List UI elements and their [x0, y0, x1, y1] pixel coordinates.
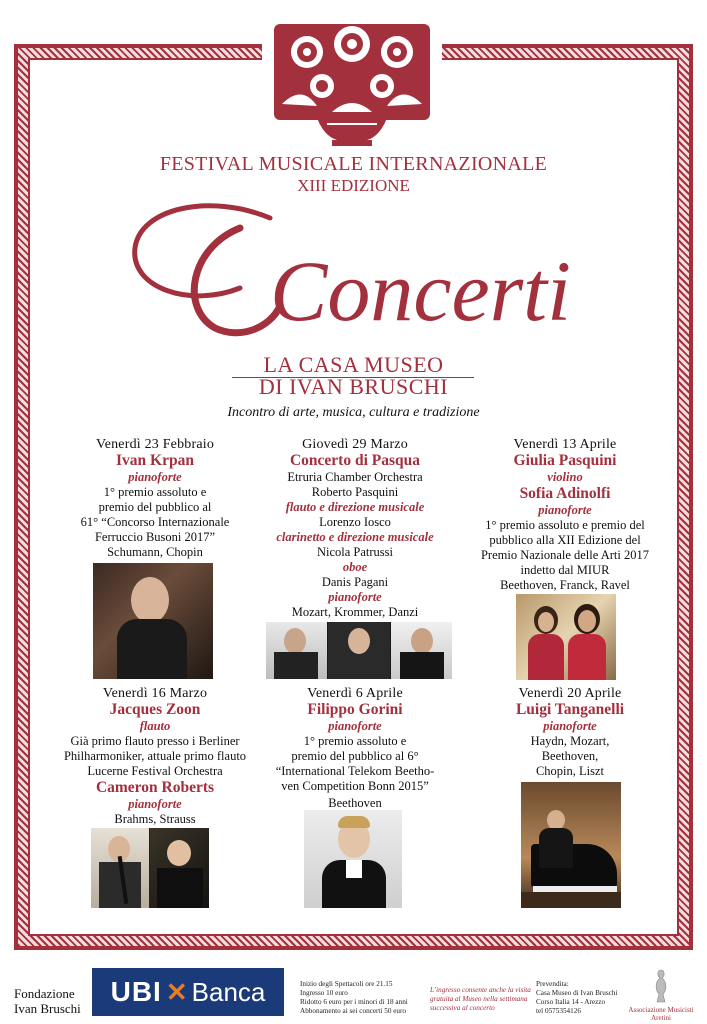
musician: Nicola Patrussi	[316, 545, 394, 559]
concert-date: Venerdì 23 Febbraio	[95, 437, 215, 452]
bio-line: pubblico alla XII Edizione del	[489, 533, 641, 547]
photo-krpan	[93, 563, 213, 679]
bio-line: 1° premio assoluto e	[303, 734, 407, 748]
concert-date: Venerdì 6 Aprile	[307, 686, 403, 701]
orchestra: Etruria Chamber Orchestra	[287, 470, 423, 484]
program-line: Chopin, Liszt	[535, 764, 605, 778]
musician: Danis Pagani	[321, 575, 389, 589]
bio-line: 1° premio assoluto e	[103, 485, 207, 499]
program-line: Beethoven,	[541, 749, 599, 763]
bio-line: Lucerne Festival Orchestra	[87, 764, 223, 778]
photo-zoon-roberts	[91, 828, 209, 908]
program: Mozart, Krommer, Danzi	[291, 605, 419, 619]
associazione-name: Associazione Musicisti Aretini	[628, 1006, 694, 1022]
photo-tanganelli	[521, 782, 621, 908]
program: Beethoven	[328, 796, 382, 810]
presale-info: Prevendita: Casa Museo di Ivan Bruschi Corso Italia 14 - Arezzo tel 0575354126	[536, 980, 618, 1015]
bio-line: “International Telekom Beetho-	[275, 764, 435, 778]
instrument: pianoforte	[328, 719, 382, 733]
tagline: Incontro di arte, musica, cultura e tradizione	[227, 405, 480, 420]
musician-role: clarinetto e direzione musicale	[276, 530, 434, 544]
concert-zoon-roberts	[40, 686, 270, 827]
floral-vase-ornament	[262, 14, 442, 148]
instrument: pianoforte	[128, 470, 182, 484]
musician-role: oboe	[342, 560, 368, 574]
instrument: flauto	[139, 719, 171, 733]
bio-line: Philharmoniker, attuale primo flauto	[63, 749, 247, 763]
bio-line: Ferruccio Busoni 2017”	[94, 530, 216, 544]
bio-line: Premio Nazionale delle Arti 2017	[480, 548, 649, 562]
concert-date: Giovedì 29 Marzo	[302, 437, 408, 452]
concerti-title	[120, 188, 620, 348]
venue-line1: LA CASA MUSEO	[263, 352, 444, 377]
venue-line2: DI IVAN BRUSCHI	[258, 374, 449, 399]
concert-date: Venerdì 16 Marzo	[102, 686, 208, 701]
bio-line: 1° premio assoluto e premio del	[485, 518, 645, 532]
bio-line: ven Competition Bonn 2015”	[281, 779, 429, 793]
musician-role: flauto e direzione musicale	[285, 500, 425, 514]
fondazione-name: Fondazione Ivan Bruschi	[14, 986, 81, 1016]
instrument: pianoforte	[543, 719, 597, 733]
program: Brahms, Strauss	[114, 812, 196, 826]
concert-krpan	[55, 437, 255, 560]
performer-name: Jacques Zoon	[109, 701, 201, 718]
performer-name: Luigi Tanganelli	[515, 701, 625, 718]
bio-line: premio del pubblico al 6°	[291, 749, 419, 763]
performer-name: Sofia Adinolfi	[519, 485, 611, 502]
performer-name: Cameron Roberts	[95, 779, 215, 796]
concert-pasqua	[250, 437, 460, 620]
program: Beethoven, Franck, Ravel	[500, 578, 630, 592]
musician: Lorenzo Iosco	[319, 515, 391, 529]
museum-visit-note: L’ingresso consente anche la visita gratuita al Museo nella settimana successiva al concerto	[430, 986, 531, 1012]
concerti-text: Concerti	[270, 243, 571, 339]
statue-icon	[651, 968, 671, 1004]
concert-date: Venerdì 13 Aprile	[513, 437, 617, 452]
ubi-banca-logo: UBI ✕ Banca	[92, 968, 284, 1016]
concert-tanganelli	[470, 686, 670, 779]
instrument: violino	[547, 470, 583, 484]
instrument: pianoforte	[538, 503, 592, 517]
performer-name: Giulia Pasquini	[513, 452, 617, 469]
bio-line: 61° “Concorso Internazionale	[80, 515, 230, 529]
concert-pasquini-adinolfi	[460, 437, 670, 593]
festival-edition: XIII EDIZIONE	[297, 176, 410, 195]
bio-line: premio del pubblico al	[98, 500, 212, 514]
program-line: Haydn, Mozart,	[530, 734, 610, 748]
musician-role: pianoforte	[328, 590, 382, 604]
performer-name: Ivan Krpan	[116, 452, 194, 469]
photo-gorini	[304, 810, 402, 908]
bio-line: indetto dal MIUR	[520, 563, 610, 577]
performer-name: Filippo Gorini	[307, 701, 403, 718]
program: Schumann, Chopin	[107, 545, 203, 559]
bio-line: Già primo flauto presso i Berliner	[70, 734, 240, 748]
musician: Roberto Pasquini	[311, 485, 399, 499]
associazione-logo	[620, 968, 702, 1022]
concert-date: Venerdì 20 Aprile	[518, 686, 622, 701]
concert-title: Concerto di Pasqua	[289, 452, 421, 469]
concert-gorini	[255, 686, 455, 811]
ubi-x-icon: ✕	[165, 976, 188, 1007]
photo-pasquini-adinolfi	[516, 594, 616, 680]
ticket-info: Inizio degli Spettacoli ore 21.15 Ingresso 10 euro Ridotto 6 euro per i minori di 18 anni Abbonamento ai sei concerti 50 euro	[300, 980, 408, 1015]
photo-pasqua-ensemble	[266, 622, 452, 679]
instrument: pianoforte	[128, 797, 182, 811]
festival-title: FESTIVAL MUSICALE INTERNAZIONALE	[159, 153, 548, 175]
